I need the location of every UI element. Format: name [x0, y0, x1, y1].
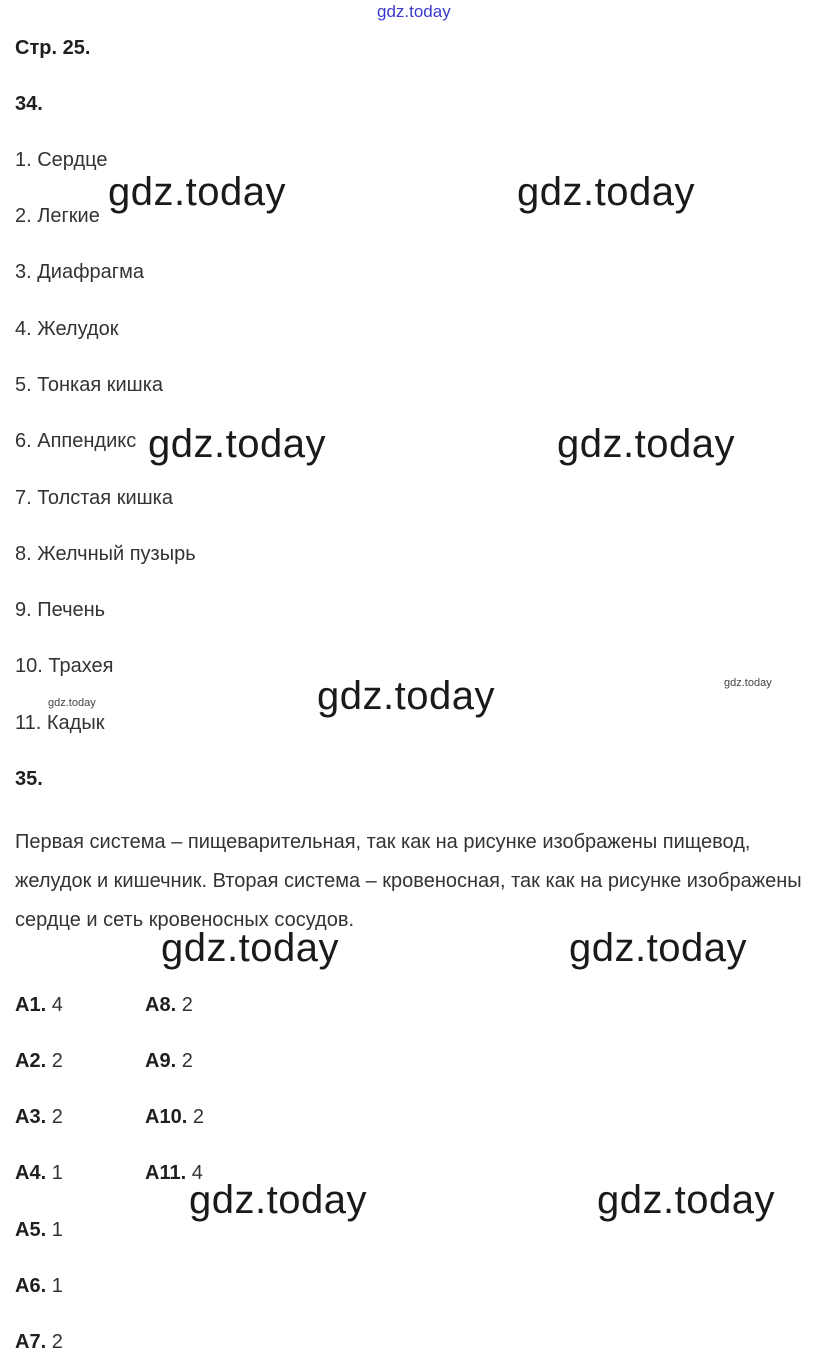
answer-label: A4. — [15, 1162, 47, 1184]
watermark: gdz.today — [161, 926, 339, 970]
list-item: 3. Диафрагма — [15, 261, 144, 283]
answer-item — [15, 1050, 63, 1073]
list-item: 11. Кадык — [15, 712, 105, 734]
list-item: 6. Аппендикс — [15, 430, 137, 452]
watermark: gdz.today — [517, 170, 695, 214]
list-item: 10. Трахея — [15, 655, 114, 677]
answer-label: A1. — [15, 994, 47, 1016]
list-item: 1. Сердце — [15, 149, 108, 171]
answer-value: 2 — [181, 994, 193, 1016]
list-item: 7. Толстая кишка — [15, 487, 173, 509]
answer-label: A9. — [145, 1050, 177, 1072]
page-label: Стр. 25. — [15, 37, 91, 59]
answer-item — [15, 1106, 63, 1129]
watermark: gdz.today — [108, 170, 286, 214]
answer-value: 1 — [51, 1275, 63, 1297]
watermark: gdz.today — [317, 674, 495, 718]
answer-label: A3. — [15, 1106, 47, 1128]
answer-item — [145, 1106, 204, 1129]
list-item: 8. Желчный пузырь — [15, 543, 196, 565]
answer-item — [15, 994, 63, 1017]
answer-value: 4 — [191, 1162, 203, 1184]
section-35-text: Первая система – пищеварительная, так как на рисунке изображены пищевод, желудок и кишечник. Вторая система – кровеносная, так как на рисунке изображены сердце и сеть кровеносных сосудов. — [15, 831, 802, 931]
answer-label: A5. — [15, 1219, 47, 1241]
list-item: 4. Желудок — [15, 318, 119, 340]
watermark-small: gdz.today — [48, 697, 96, 709]
watermark: gdz.today — [189, 1178, 367, 1222]
answer-label: A8. — [145, 994, 177, 1016]
list-item: 5. Тонкая кишка — [15, 374, 164, 396]
watermark: gdz.today — [569, 926, 747, 970]
answer-item — [15, 1162, 63, 1185]
answer-item — [15, 1331, 63, 1354]
answer-label: A7. — [15, 1331, 47, 1353]
answer-item — [15, 1219, 63, 1242]
answer-item — [15, 1275, 63, 1298]
answer-label: A10. — [145, 1106, 188, 1128]
section-34-number: 34. — [15, 93, 43, 115]
answer-value: 1 — [51, 1162, 63, 1184]
section-35-number: 35. — [15, 768, 43, 790]
answer-value: 1 — [51, 1219, 63, 1241]
answer-value: 2 — [192, 1106, 204, 1128]
watermark-top: gdz.today — [377, 2, 451, 21]
answer-label: A11. — [145, 1162, 187, 1184]
answer-item — [145, 1050, 193, 1073]
watermark: gdz.today — [557, 422, 735, 466]
answer-value: 2 — [51, 1050, 63, 1072]
answer-value: 2 — [51, 1106, 63, 1128]
answer-label: A6. — [15, 1275, 47, 1297]
watermark: gdz.today — [597, 1178, 775, 1222]
list-item: 9. Печень — [15, 599, 106, 621]
answer-value: 2 — [181, 1050, 193, 1072]
answer-label: A2. — [15, 1050, 47, 1072]
list-item: 2. Легкие — [15, 205, 100, 227]
answer-item — [145, 994, 193, 1017]
watermark-small: gdz.today — [724, 677, 772, 689]
watermark: gdz.today — [148, 422, 326, 466]
answer-value: 4 — [51, 994, 63, 1016]
answer-value: 2 — [51, 1331, 63, 1353]
